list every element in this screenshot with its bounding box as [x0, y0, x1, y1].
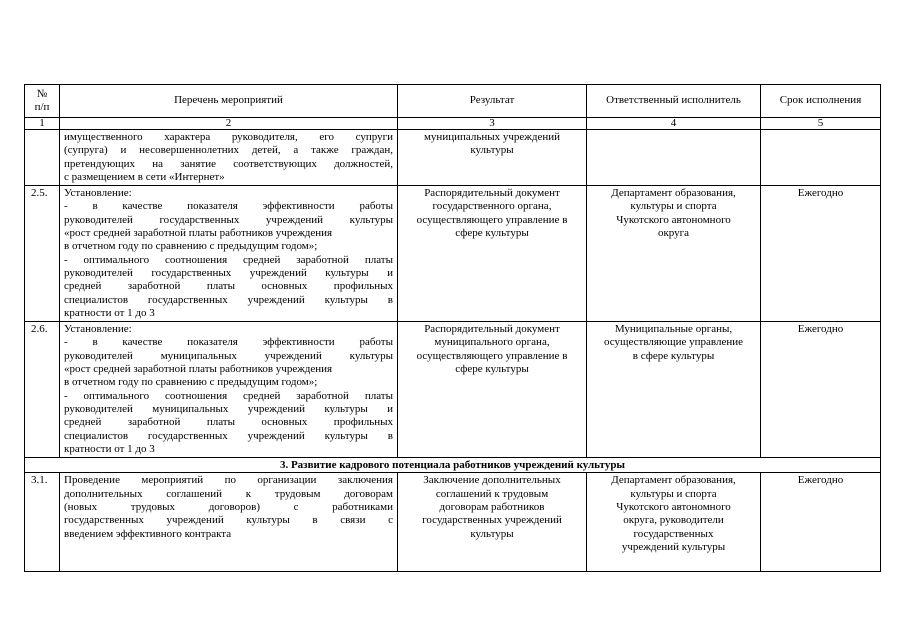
- row-measure: Установление: - в качестве показателя эффективности работы руководителей муниципальных учреждений культуры «рост средней заработной платы работников учреждения в отчетном году по сравнению с предыдущим годом»; - оптимального соотношения средней заработной платы руководителей муниципальных учреждений культуры и средней заработной платы основных профильных специалистов государственных учреждений культуры в кратности от 1 до 3: [60, 322, 398, 458]
- column-number: 3: [398, 118, 587, 130]
- section-row: [25, 458, 881, 473]
- header-measures: Перечень мероприятий: [60, 85, 398, 118]
- row-measure: имущественного характера руководителя, его супруги (супруга) и несовершеннолетних детей, а также граждан, претендующих на занятие соответствующих должностей, с размещением в сети «Интернет»: [60, 130, 398, 186]
- row-measure: Проведение мероприятий по организации заключения дополнительных соглашений к трудовым договорам (новых трудовых договоров) с работниками государственных учреждений культуры в связи с введением эффективного контракта: [60, 473, 398, 572]
- row-deadline: [761, 130, 881, 186]
- row-number: 3.1.: [25, 473, 60, 572]
- row-deadline: Ежегодно: [761, 186, 881, 322]
- table-header-row: [25, 85, 881, 118]
- measures-table: [24, 84, 881, 572]
- row-executor: Муниципальные органы, осуществляющие управление в сфере культуры: [587, 322, 761, 458]
- row-number: [25, 130, 60, 186]
- row-measure: Установление: - в качестве показателя эффективности работы руководителей государственных учреждений культуры «рост средней заработной платы работников учреждения в отчетном году по сравнению с предыдущим годом»; - оптимального соотношения средней заработной платы руководителей государственных учреждений культуры и средней заработной платы основных профильных специалистов государственных учреждений культуры в кратности от 1 до 3: [60, 186, 398, 322]
- row-executor: Департамент образования, культуры и спорта Чукотского автономного округа: [587, 186, 761, 322]
- header-executor: Ответственный исполнитель: [587, 85, 761, 118]
- row-result: Заключение дополнительных соглашений к трудовым договорам работников государственных учреждений культуры: [398, 473, 587, 572]
- row-number: 2.6.: [25, 322, 60, 458]
- column-number: 1: [25, 118, 60, 130]
- section-title: 3. Развитие кадрового потенциала работников учреждений культуры: [25, 458, 881, 473]
- row-result: Распорядительный документ муниципального органа, осуществляющего управление в сфере культуры: [398, 322, 587, 458]
- column-number: 4: [587, 118, 761, 130]
- column-numbers-row: [25, 118, 881, 130]
- header-result: Результат: [398, 85, 587, 118]
- row-deadline: Ежегодно: [761, 322, 881, 458]
- table-row: [25, 473, 881, 572]
- table-row: [25, 322, 881, 458]
- column-number: 5: [761, 118, 881, 130]
- header-deadline: Срок исполнения: [761, 85, 881, 118]
- row-result: Распорядительный документ государственного органа, осуществляющего управление в сфере культуры: [398, 186, 587, 322]
- column-number: 2: [60, 118, 398, 130]
- row-number: 2.5.: [25, 186, 60, 322]
- row-result: муниципальных учреждений культуры: [398, 130, 587, 186]
- table-row: [25, 130, 881, 186]
- row-executor: [587, 130, 761, 186]
- row-deadline: Ежегодно: [761, 473, 881, 572]
- header-number: № п/п: [25, 85, 60, 118]
- row-executor: Департамент образования, культуры и спорта Чукотского автономного округа, руководители государственных учреждений культуры: [587, 473, 761, 572]
- table-row: [25, 186, 881, 322]
